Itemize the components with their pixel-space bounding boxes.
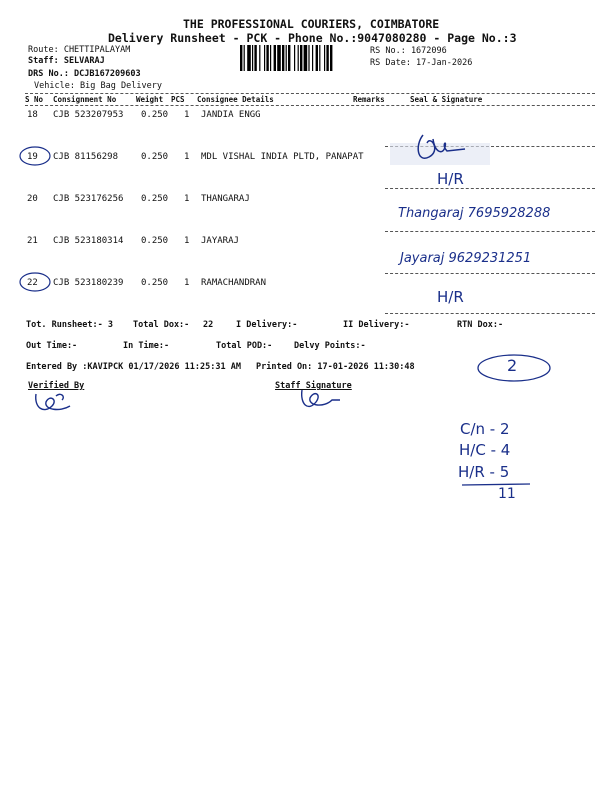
drs-number: DRS No.: DCJB167209603	[28, 69, 141, 79]
staff-signature-label: Staff Signature	[275, 381, 352, 391]
rtn-dox: RTN Dox:-	[457, 320, 504, 330]
barcode-bar	[264, 45, 265, 71]
tally-line-3: H/R - 5	[458, 463, 510, 481]
barcode-bar	[324, 45, 325, 71]
barcode-bar	[259, 45, 260, 71]
barcode-bar	[316, 45, 318, 71]
row-weight: 0.250	[141, 110, 169, 120]
company-title: THE PROFESSIONAL COURIERS, COIMBATORE	[183, 17, 440, 31]
row-weight: 0.250	[141, 194, 169, 204]
row22-circle	[18, 271, 52, 293]
row19-handwritten-mark: H/R	[437, 170, 464, 188]
row-pcs: 1	[184, 194, 190, 204]
row-sno: 22	[27, 278, 38, 288]
row-consignee: JANDIA ENGG	[201, 110, 261, 120]
out-time: Out Time:-	[26, 341, 78, 351]
barcode-bar	[300, 45, 302, 71]
col-weight: Weight	[136, 95, 164, 104]
ii-delivery: II Delivery:-	[343, 320, 410, 330]
row-consignment: CJB 523180239	[53, 278, 124, 288]
entered-by: Entered By :KAVIPCK 01/17/2026 11:25:31 AM	[26, 362, 241, 372]
row20-handwritten-note: Thangaraj 7695928288	[398, 206, 551, 221]
row-consignee: MDL VISHAL INDIA PLTD, PANAPAT	[201, 152, 364, 162]
barcode-bar	[312, 45, 313, 71]
barcode-bar	[247, 45, 251, 71]
row22-handwritten-mark: H/R	[437, 288, 464, 306]
barcode-bar	[240, 45, 242, 71]
row-consignee: JAYARAJ	[201, 236, 239, 246]
barcode-bar	[274, 45, 276, 71]
row-consignment: CJB 523207953	[53, 110, 124, 120]
verified-by-label: Verified By	[28, 381, 85, 391]
row-weight: 0.250	[141, 152, 169, 162]
tally-total: 11	[498, 486, 516, 502]
barcode-bar	[286, 45, 287, 71]
staff-initials	[296, 386, 346, 416]
route-label: Route: CHETTIPALAYAM	[28, 45, 131, 55]
row-sno: 20	[27, 194, 38, 204]
total-dox-value: 22	[203, 320, 214, 330]
barcode-bar	[266, 45, 268, 71]
barcode-bar	[254, 45, 256, 71]
row-pcs: 1	[184, 236, 190, 246]
verified-initials	[30, 388, 80, 418]
col-seal: Seal & Signature	[410, 95, 483, 104]
in-time: In Time:-	[123, 341, 170, 351]
runsheet-subtitle: Delivery Runsheet - PCK - Phone No.:9047080280 - Page No.:3	[108, 31, 517, 45]
row-weight: 0.250	[141, 236, 169, 246]
row-divider	[385, 188, 595, 189]
barcode-bar	[252, 45, 253, 71]
row-pcs: 1	[184, 110, 190, 120]
row-consignment: CJB 81156298	[53, 152, 119, 162]
barcode-bar	[330, 45, 332, 71]
barcode-bar	[294, 45, 295, 71]
header-bottom-rule	[25, 105, 595, 106]
row-sno: 21	[27, 236, 38, 246]
total-dox-label: Total Dox:-	[133, 320, 190, 330]
row19-circle	[18, 145, 52, 167]
row-pcs: 1	[184, 278, 190, 288]
row-sno: 18	[27, 110, 38, 120]
row-consignment: CJB 523176256	[53, 194, 124, 204]
barcode-bar	[319, 45, 320, 71]
tally-line-2: H/C - 4	[459, 441, 511, 459]
barcode-bar	[277, 45, 281, 71]
row-weight: 0.250	[141, 278, 169, 288]
row-sno: 19	[27, 152, 38, 162]
barcode	[240, 45, 365, 71]
vehicle-label: Vehicle: Big Bag Delivery	[34, 81, 162, 91]
total-pod: Total POD:-	[216, 341, 273, 351]
col-consignee: Consignee Details	[197, 95, 274, 104]
delvy-points: Delvy Points:-	[294, 341, 366, 351]
circled-number: 2	[507, 356, 518, 375]
row-consignee: RAMACHANDRAN	[201, 278, 267, 288]
barcode-bar	[304, 45, 308, 71]
tally-line-1: C/n - 2	[460, 420, 510, 438]
i-delivery: I Delivery:-	[236, 320, 298, 330]
row19-signature	[385, 125, 515, 175]
row-divider	[385, 313, 595, 314]
barcode-bar	[282, 45, 284, 71]
barcode-bar	[288, 45, 290, 71]
row-divider	[385, 273, 595, 274]
rs-date: RS Date: 17-Jan-2026	[370, 58, 473, 68]
barcode-bar	[326, 45, 328, 71]
row-consignment: CJB 523180314	[53, 236, 124, 246]
staff-label: Staff: SELVARAJ	[28, 56, 105, 66]
header-top-rule	[25, 93, 595, 94]
row-divider	[385, 231, 595, 232]
col-consignment: Consignment No	[53, 95, 117, 104]
row-consignee: THANGARAJ	[201, 194, 250, 204]
total-runsheet: Tot. Runsheet:- 3	[26, 320, 113, 330]
barcode-bar	[270, 45, 271, 71]
col-pcs: PCS	[171, 95, 185, 104]
printed-on: Printed On: 17-01-2026 11:30:48	[256, 362, 415, 372]
barcode-bar	[308, 45, 309, 71]
barcode-bar	[244, 45, 245, 71]
rs-number: RS No.: 1672096	[370, 46, 447, 56]
row-pcs: 1	[184, 152, 190, 162]
col-remarks: Remarks	[353, 95, 385, 104]
col-sno: S No	[25, 95, 44, 104]
barcode-bar	[298, 45, 299, 71]
row21-handwritten-note: Jayaraj 9629231251	[400, 251, 532, 266]
